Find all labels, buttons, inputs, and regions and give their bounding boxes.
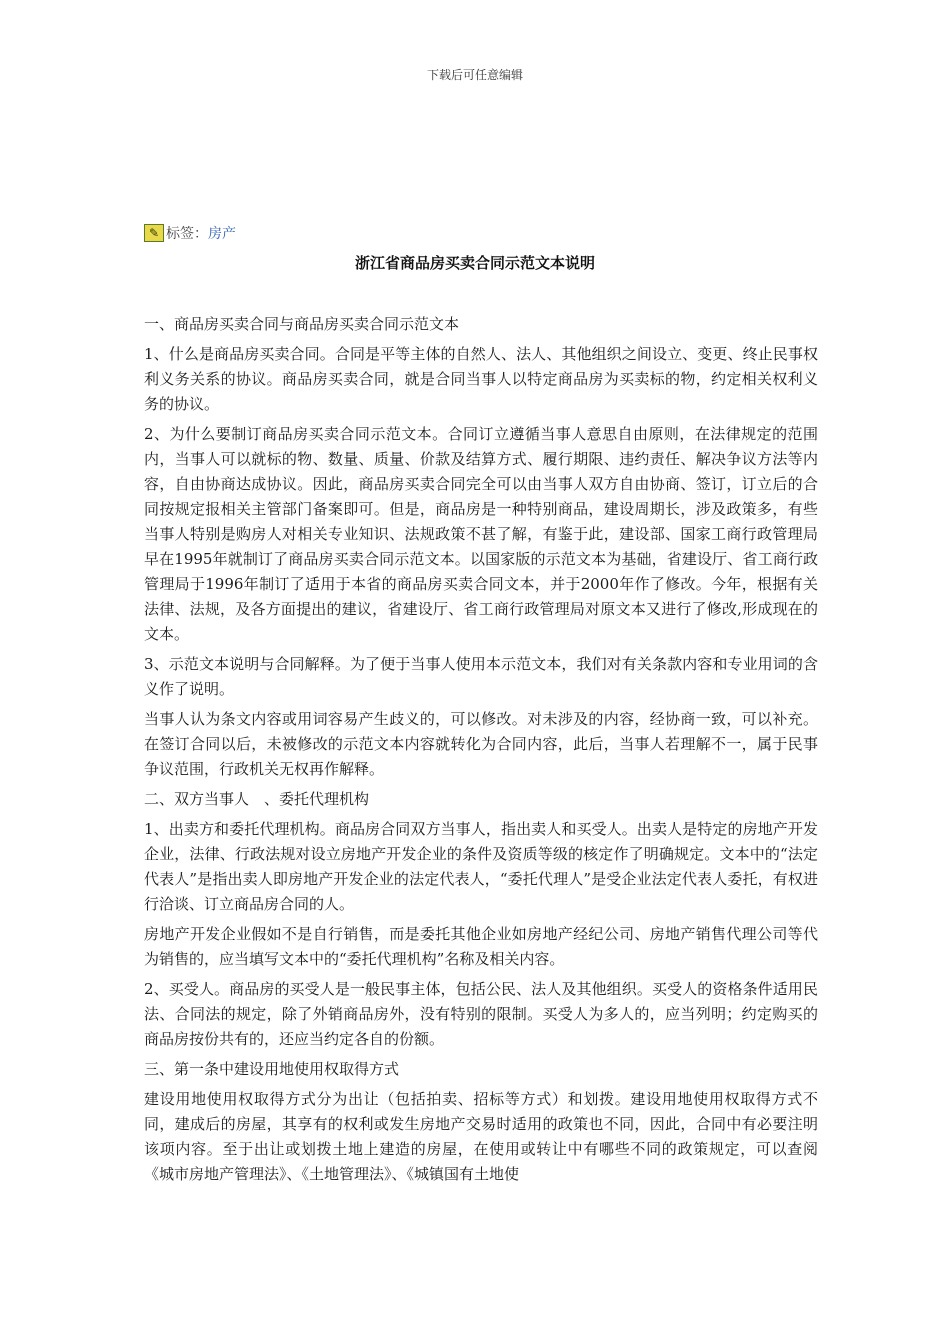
section-heading-3: 三、第一条中建设用地使用权取得方式 [144, 1060, 400, 1078]
section-heading-2: 二、双方当事人 、委托代理机构 [144, 790, 370, 808]
paragraph: 1、出卖方和委托代理机构。商品房合同双方当事人，指出卖人和买受人。出卖人是特定的房地产开发企业，法律、行政法规对设立房地产开发企业的条件及资质等级的核定作了明确规定。文本中的“法定代表人”是指出卖人即房地产开发企业的法定代表人，“委托代理人”是受企业法定代表人委托，有权进行洽谈、订立商品房合同的人。 [144, 820, 818, 913]
document-body [144, 312, 818, 1192]
paragraph: 当事人认为条文内容或用词容易产生歧义的，可以修改。对未涉及的内容，经协商一致，可以补充。在签订合同以后，未被修改的示范文本内容就转化为合同内容，此后，当事人若理解不一，属于民事争议范围，行政机关无权再作解释。 [144, 710, 818, 778]
paragraph: 1、什么是商品房买卖合同。合同是平等主体的自然人、法人、其他组织之间设立、变更、终止民事权利义务关系的协议。商品房买卖合同，就是合同当事人以特定商品房为买卖标的物，约定相关权利义务的协议。 [144, 345, 818, 413]
section-heading-1: 一、商品房买卖合同与商品房买卖合同示范文本 [144, 315, 460, 333]
document-title: 浙江省商品房买卖合同示范文本说明 [354, 254, 595, 272]
tag-label: 标签： [166, 226, 208, 242]
tag-icon: ✎ [144, 224, 164, 242]
paragraph: 2、为什么要制订商品房买卖合同示范文本。合同订立遵循当事人意思自由原则，在法律规定的范围内，当事人可以就标的物、数量、质量、价款及结算方式、履行期限、违约责任、解决争议方法等内容，自由协商达成协议。因此，商品房买卖合同完全可以由当事人双方自由协商、签订，订立后的合同按规定报相关主管部门备案即可。但是，商品房是一种特别商品，建设周期长，涉及政策多，有些当事人特别是购房人对相关专业知识、法规政策不甚了解，有鉴于此，建设部、国家工商行政管理局早在1995年就制订了商品房买卖合同示范文本。以国家版的示范文本为基础，省建设厅、省工商行政管理局于1996年制订了适用于本省的商品房买卖合同文本，并于2000年作了修改。今年，根据有关法律、法规，及各方面提出的建议，省建设厅、省工商行政管理局对原文本又进行了修改,形成现在的文本。 [144, 425, 818, 643]
tag-line [144, 223, 236, 243]
paragraph: 建设用地使用权取得方式分为出让（包括拍卖、招标等方式）和划拨。建设用地使用权取得方式不同，建成后的房屋，其享有的权利或发生房地产交易时适用的政策也不同，因此，合同中有必要注明该项内容。至于出让或划拨土地上建造的房屋，在使用或转让中有哪些不同的政策规定，可以查阅《城市房地产管理法》、《土地管理法》、《城镇国有土地使 [144, 1090, 818, 1183]
paragraph: 3、示范文本说明与合同解释。为了便于当事人使用本示范文本，我们对有关条款内容和专业用词的含义作了说明。 [144, 655, 818, 698]
paragraph: 房地产开发企业假如不是自行销售，而是委托其他企业如房地产经纪公司、房地产销售代理公司等代为销售的，应当填写文本中的“委托代理机构”名称及相关内容。 [144, 925, 818, 968]
header-note: 下载后可任意编辑 [426, 68, 523, 82]
tag-link[interactable]: 房产 [208, 226, 236, 242]
paragraph: 2、买受人。商品房的买受人是一般民事主体，包括公民、法人及其他组织。买受人的资格条件适用民法、合同法的规定，除了外销商品房外，没有特别的限制。买受人为多人的，应当列明；约定购买的商品房按份共有的，还应当约定各自的份额。 [144, 980, 818, 1048]
